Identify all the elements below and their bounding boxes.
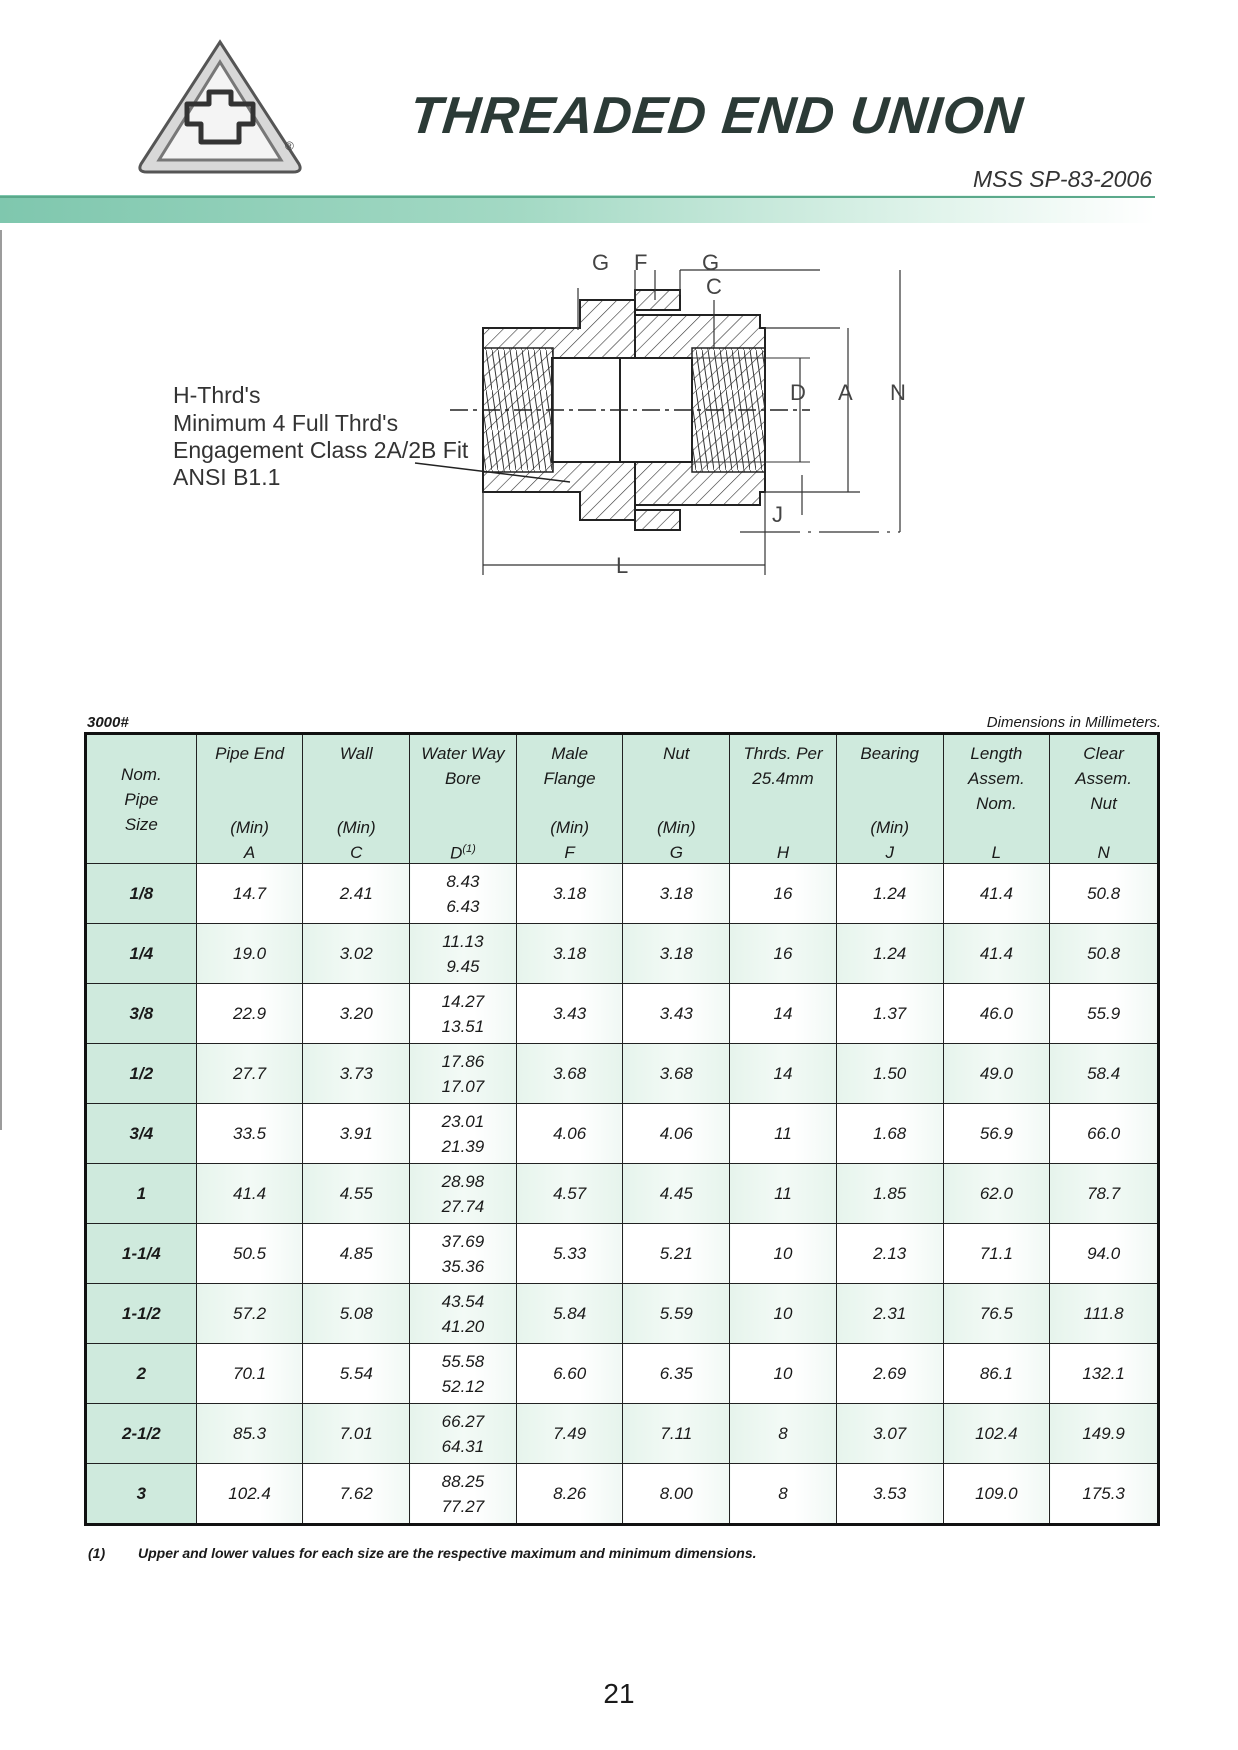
cell-a: 22.9 <box>196 984 303 1044</box>
header-threads-per: Thrds. Per 25.4mm H <box>730 734 837 864</box>
cell-f: 5.84 <box>516 1284 623 1344</box>
dimension-label-j: J <box>772 502 783 527</box>
cell-h: 10 <box>730 1344 837 1404</box>
cell-d-max: 17.86 <box>441 1051 485 1071</box>
cell-n: 94.0 <box>1050 1224 1159 1284</box>
cell-l: 49.0 <box>943 1044 1050 1104</box>
cell-j: 3.07 <box>836 1404 943 1464</box>
cell-g: 3.18 <box>623 864 730 924</box>
cell-g: 3.18 <box>623 924 730 984</box>
cell-bore <box>410 1404 517 1464</box>
header-wall: Wall (Min) C <box>303 734 410 864</box>
cell-a: 57.2 <box>196 1284 303 1344</box>
page-title: THREADED END UNION <box>406 87 1027 145</box>
cell-d-min: 27.74 <box>441 1196 485 1216</box>
table-row <box>86 1164 1159 1224</box>
cell-c: 4.85 <box>303 1224 410 1284</box>
header-nom-pipe-size: Nom. Pipe Size <box>86 734 197 864</box>
cell-j: 1.68 <box>836 1104 943 1164</box>
cell-l: 102.4 <box>943 1404 1050 1464</box>
cell-f: 8.26 <box>516 1464 623 1525</box>
dimension-label-g: G <box>702 250 720 275</box>
cell-size: 1/2 <box>86 1044 197 1104</box>
cell-d-min: 13.51 <box>441 1016 485 1036</box>
cell-size: 3 <box>86 1464 197 1525</box>
cell-a: 41.4 <box>196 1164 303 1224</box>
registered-mark: ® <box>285 139 294 153</box>
units-label: Dimensions in Millimeters. <box>986 714 1161 731</box>
cell-d-max: 11.13 <box>442 931 484 951</box>
cell-size: 2-1/2 <box>86 1404 197 1464</box>
cell-a: 70.1 <box>196 1344 303 1404</box>
cell-size: 3/8 <box>86 984 197 1044</box>
cell-d-max: 43.54 <box>441 1291 485 1311</box>
pressure-class-label: 3000# <box>87 714 129 731</box>
cell-l: 86.1 <box>943 1344 1050 1404</box>
cell-g: 8.00 <box>623 1464 730 1525</box>
table-row <box>86 1344 1159 1404</box>
header-length-assem-nom: Length Assem. Nom. L <box>943 734 1050 864</box>
cell-d-min: 35.36 <box>441 1256 485 1276</box>
cell-c: 5.08 <box>303 1284 410 1344</box>
cell-d-min: 6.43 <box>446 896 480 916</box>
cell-f: 3.18 <box>516 924 623 984</box>
cell-l: 41.4 <box>943 864 1050 924</box>
cell-h: 16 <box>730 924 837 984</box>
cell-n: 111.8 <box>1050 1284 1159 1344</box>
left-margin-rule <box>0 230 2 1130</box>
cell-h: 11 <box>730 1104 837 1164</box>
cell-n: 175.3 <box>1050 1464 1159 1525</box>
cell-h: 11 <box>730 1164 837 1224</box>
cell-d-max: 88.25 <box>441 1471 485 1491</box>
header-nut: Nut (Min) G <box>623 734 730 864</box>
cell-j: 1.50 <box>836 1044 943 1104</box>
cell-h: 16 <box>730 864 837 924</box>
table-row <box>86 1224 1159 1284</box>
cell-bore <box>410 924 517 984</box>
cell-g: 3.43 <box>623 984 730 1044</box>
cell-d-max: 14.27 <box>441 991 485 1011</box>
cell-d-min: 17.07 <box>441 1076 485 1096</box>
header-male-flange: Male Flange (Min) F <box>516 734 623 864</box>
cell-d-min: 21.39 <box>441 1136 485 1156</box>
cell-d-min: 64.31 <box>441 1436 485 1456</box>
cell-h: 14 <box>730 984 837 1044</box>
cell-a: 85.3 <box>196 1404 303 1464</box>
cell-c: 4.55 <box>303 1164 410 1224</box>
cell-bore <box>410 1464 517 1525</box>
cell-size: 1-1/2 <box>86 1284 197 1344</box>
dimensions-table <box>84 732 1160 1526</box>
cell-bore <box>410 864 517 924</box>
cell-g: 5.59 <box>623 1284 730 1344</box>
cell-n: 50.8 <box>1050 864 1159 924</box>
header-clear-assem-nut: Clear Assem. Nut N <box>1050 734 1159 864</box>
cell-j: 2.69 <box>836 1344 943 1404</box>
cell-h: 10 <box>730 1224 837 1284</box>
cell-size: 1/8 <box>86 864 197 924</box>
cell-size: 1 <box>86 1164 197 1224</box>
cell-d-max: 55.58 <box>441 1351 485 1371</box>
cell-j: 1.37 <box>836 984 943 1044</box>
standard-reference: MSS SP-83-2006 <box>973 166 1152 192</box>
cell-a: 33.5 <box>196 1104 303 1164</box>
dimension-label-n: N <box>890 380 906 405</box>
cell-a: 27.7 <box>196 1044 303 1104</box>
cell-g: 5.21 <box>623 1224 730 1284</box>
cell-j: 2.31 <box>836 1284 943 1344</box>
cell-f: 6.60 <box>516 1344 623 1404</box>
cell-j: 1.85 <box>836 1164 943 1224</box>
cell-f: 4.57 <box>516 1164 623 1224</box>
cell-l: 71.1 <box>943 1224 1050 1284</box>
cell-bore <box>410 1164 517 1224</box>
cell-h: 8 <box>730 1404 837 1464</box>
cell-h: 8 <box>730 1464 837 1525</box>
cell-n: 149.9 <box>1050 1404 1159 1464</box>
cell-g: 4.06 <box>623 1104 730 1164</box>
union-cross-section-drawing <box>173 250 1060 650</box>
table-header-row <box>86 734 1159 864</box>
cell-g: 7.11 <box>623 1404 730 1464</box>
cell-j: 3.53 <box>836 1464 943 1525</box>
table-row <box>86 864 1159 924</box>
cell-f: 3.18 <box>516 864 623 924</box>
table-row <box>86 1464 1159 1525</box>
header-band-line <box>0 196 1155 198</box>
table-row <box>86 984 1159 1044</box>
cell-f: 5.33 <box>516 1224 623 1284</box>
dimension-label-f: F <box>634 250 648 275</box>
note-line: Engagement Class 2A/2B Fit <box>173 437 469 463</box>
cell-n: 55.9 <box>1050 984 1159 1044</box>
cell-bore <box>410 1044 517 1104</box>
footnote-number: (1) <box>88 1545 106 1561</box>
cell-a: 19.0 <box>196 924 303 984</box>
cell-c: 7.62 <box>303 1464 410 1525</box>
footnote <box>88 1545 757 1561</box>
cell-f: 7.49 <box>516 1404 623 1464</box>
table-row <box>86 1284 1159 1344</box>
cell-d-min: 9.45 <box>446 956 480 976</box>
cell-d-max: 66.27 <box>441 1411 485 1431</box>
cell-j: 1.24 <box>836 864 943 924</box>
cell-l: 56.9 <box>943 1104 1050 1164</box>
cell-c: 5.54 <box>303 1344 410 1404</box>
note-line: Minimum 4 Full Thrd's <box>173 410 399 436</box>
table-row <box>86 1104 1159 1164</box>
cell-n: 50.8 <box>1050 924 1159 984</box>
cell-bore <box>410 1284 517 1344</box>
cell-bore <box>410 984 517 1044</box>
cell-d-min: 77.27 <box>441 1496 485 1516</box>
dimension-label-l: L <box>616 553 629 578</box>
cell-c: 7.01 <box>303 1404 410 1464</box>
cell-size: 3/4 <box>86 1104 197 1164</box>
cell-a: 102.4 <box>196 1464 303 1525</box>
cell-l: 62.0 <box>943 1164 1050 1224</box>
cell-d-max: 37.69 <box>441 1231 485 1251</box>
cell-g: 4.45 <box>623 1164 730 1224</box>
cell-l: 109.0 <box>943 1464 1050 1525</box>
cell-size: 1-1/4 <box>86 1224 197 1284</box>
cell-h: 14 <box>730 1044 837 1104</box>
table-body <box>86 864 1159 1525</box>
cell-f: 3.68 <box>516 1044 623 1104</box>
cell-d-min: 41.20 <box>441 1316 485 1336</box>
cell-a: 14.7 <box>196 864 303 924</box>
cell-d-max: 23.01 <box>441 1111 485 1131</box>
cell-a: 50.5 <box>196 1224 303 1284</box>
dimension-label-d: D <box>790 380 806 405</box>
header-band <box>0 195 1155 223</box>
dimension-label-c: C <box>706 274 722 299</box>
cell-c: 2.41 <box>303 864 410 924</box>
cell-c: 3.02 <box>303 924 410 984</box>
cell-n: 66.0 <box>1050 1104 1159 1164</box>
cell-g: 6.35 <box>623 1344 730 1404</box>
cell-d-max: 8.43 <box>446 871 480 891</box>
cell-d-max: 28.98 <box>441 1171 485 1191</box>
company-logo <box>135 38 305 178</box>
header-water-way-bore: Water Way Bore $D^{(1)}$ <box>410 734 517 864</box>
page-number: 21 <box>603 1678 635 1709</box>
cell-l: 41.4 <box>943 924 1050 984</box>
cell-n: 58.4 <box>1050 1044 1159 1104</box>
cell-c: 3.91 <box>303 1104 410 1164</box>
cell-size: 1/4 <box>86 924 197 984</box>
cell-n: 132.1 <box>1050 1344 1159 1404</box>
note-line: ANSI B1.1 <box>173 464 281 490</box>
table-row <box>86 1044 1159 1104</box>
header-bearing: Bearing (Min) J <box>836 734 943 864</box>
cell-d-min: 52.12 <box>441 1376 485 1396</box>
cell-c: 3.20 <box>303 984 410 1044</box>
cell-n: 78.7 <box>1050 1164 1159 1224</box>
cell-f: 4.06 <box>516 1104 623 1164</box>
cell-bore <box>410 1104 517 1164</box>
table-row <box>86 1404 1159 1464</box>
cell-bore <box>410 1344 517 1404</box>
cell-bore <box>410 1224 517 1284</box>
cell-j: 1.24 <box>836 924 943 984</box>
header-pipe-end: Pipe End (Min) A <box>196 734 303 864</box>
cell-size: 2 <box>86 1344 197 1404</box>
cell-j: 2.13 <box>836 1224 943 1284</box>
note-line: H-Thrd's <box>173 382 261 408</box>
dimension-label-a: A <box>838 380 853 405</box>
dimension-label-g: G <box>592 250 610 275</box>
cell-c: 3.73 <box>303 1044 410 1104</box>
cell-l: 46.0 <box>943 984 1050 1044</box>
table-row <box>86 924 1159 984</box>
cell-g: 3.68 <box>623 1044 730 1104</box>
cell-h: 10 <box>730 1284 837 1344</box>
footnote-text: Upper and lower values for each size are the respective maximum and minimum dimensions. <box>138 1545 757 1561</box>
triangle-fitting-logo-icon <box>140 42 300 172</box>
cell-l: 76.5 <box>943 1284 1050 1344</box>
cell-f: 3.43 <box>516 984 623 1044</box>
